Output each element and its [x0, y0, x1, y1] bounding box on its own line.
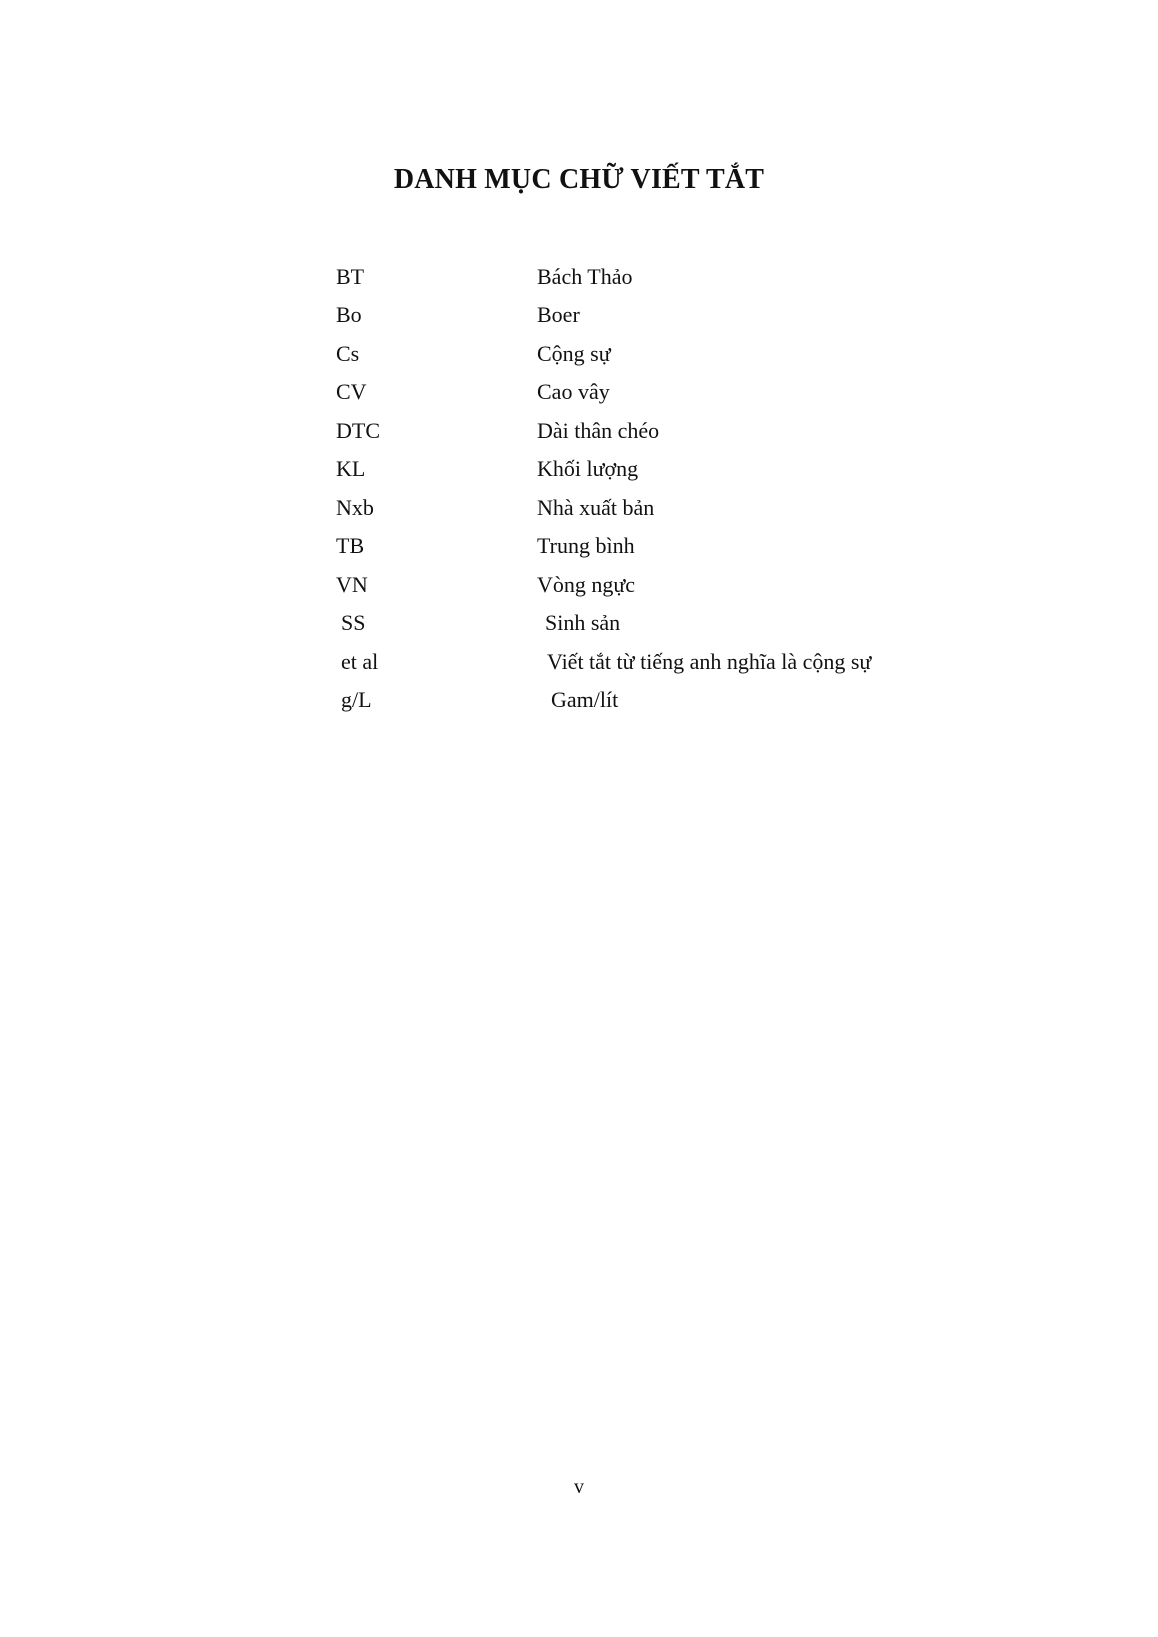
abbreviation-row	[0, 570, 1158, 600]
abbreviation-term: KL	[336, 456, 366, 481]
abbreviation-term: g/L	[341, 687, 372, 712]
abbreviation-meaning: Boer	[537, 302, 580, 327]
abbreviation-term: DTC	[336, 418, 380, 443]
abbreviation-term: VN	[336, 572, 368, 597]
abbreviation-row	[0, 377, 1158, 407]
abbreviation-row	[0, 647, 1158, 677]
abbreviation-row	[0, 685, 1158, 715]
abbreviation-term: CV	[336, 379, 367, 404]
abbreviation-meaning: Sinh sản	[545, 610, 621, 635]
abbreviation-term: et al	[341, 649, 379, 674]
page-title: DANH MỤC CHỮ VIẾT TẮT	[393, 164, 765, 195]
abbreviation-row	[0, 300, 1158, 330]
abbreviation-row	[0, 608, 1158, 638]
abbreviation-term: TB	[336, 533, 365, 558]
abbreviation-row	[0, 531, 1158, 561]
abbreviation-meaning: Viết tắt từ tiếng anh nghĩa là cộng sự	[547, 649, 872, 674]
abbreviation-term: Nxb	[336, 495, 374, 520]
abbreviation-term: BT	[336, 264, 365, 289]
abbreviation-meaning: Khối lượng	[537, 456, 639, 481]
abbreviation-term: SS	[341, 610, 366, 635]
abbreviation-meaning: Vòng ngực	[537, 572, 636, 597]
abbreviation-meaning: Gam/lít	[551, 687, 619, 712]
abbreviation-meaning: Trung bình	[537, 533, 635, 558]
abbreviation-row	[0, 493, 1158, 523]
abbreviation-meaning: Bách Thảo	[537, 264, 633, 289]
abbreviation-term: Bo	[336, 302, 362, 327]
abbreviation-meaning: Nhà xuất bản	[537, 495, 655, 520]
abbreviation-meaning: Cộng sự	[537, 341, 611, 366]
abbreviation-row	[0, 339, 1158, 369]
abbreviation-row	[0, 262, 1158, 292]
abbreviation-meaning: Dài thân chéo	[537, 418, 660, 443]
abbreviation-row	[0, 416, 1158, 446]
page-number: v	[574, 1476, 584, 1498]
abbreviation-meaning: Cao vây	[537, 379, 610, 404]
abbreviation-term: Cs	[336, 341, 360, 366]
abbreviation-row	[0, 454, 1158, 484]
